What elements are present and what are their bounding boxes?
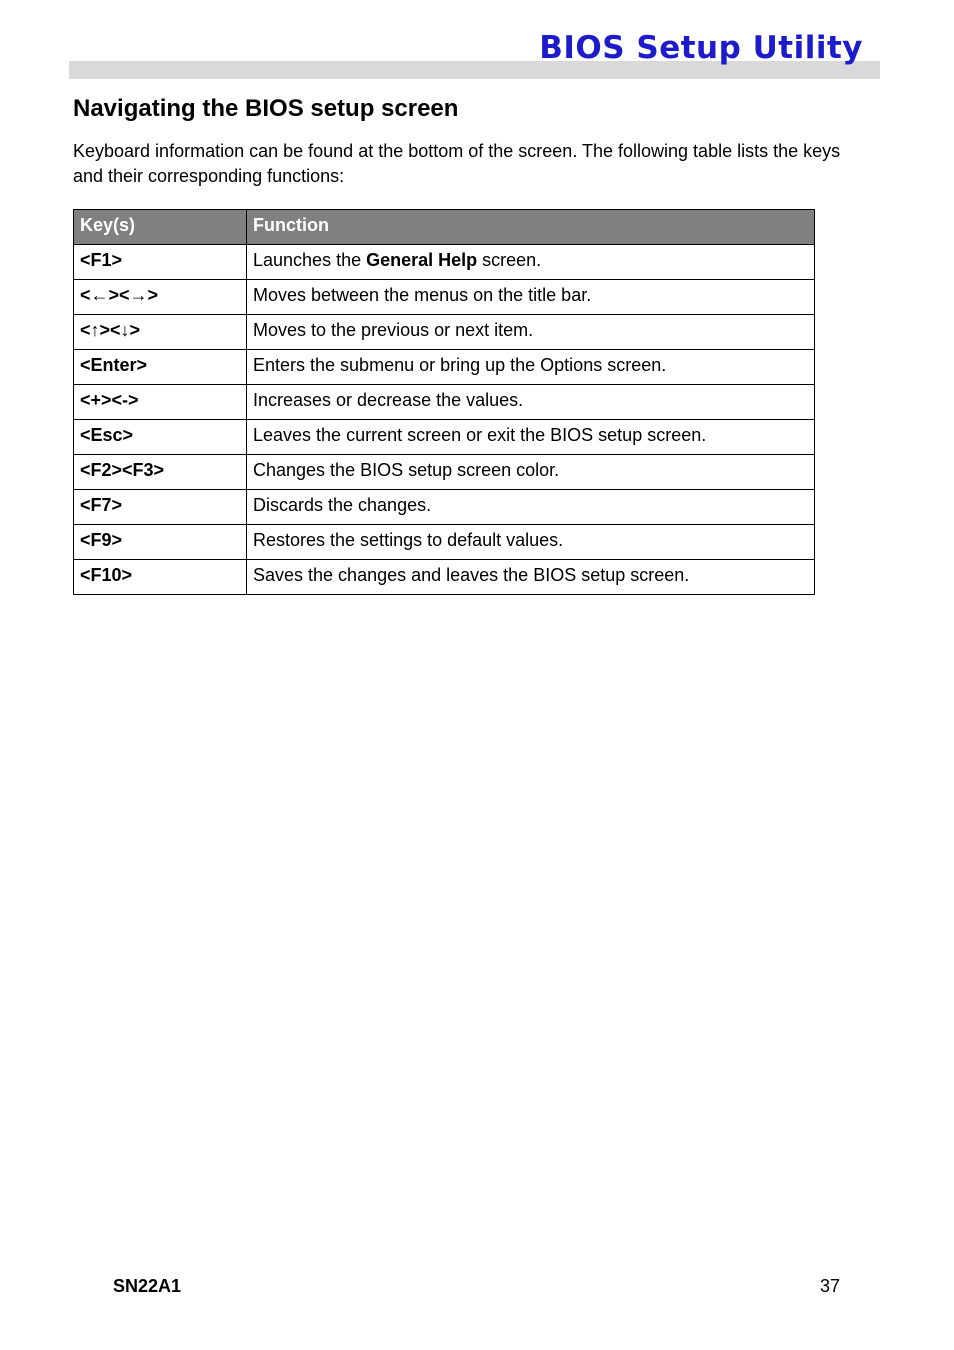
function-cell: Moves to the previous or next item. bbox=[247, 315, 815, 350]
function-cell: Discards the changes. bbox=[247, 490, 815, 525]
key-cell: <F9> bbox=[74, 525, 247, 560]
function-text: screen. bbox=[477, 250, 542, 270]
table-row bbox=[74, 315, 815, 350]
function-cell bbox=[247, 245, 815, 280]
function-cell: Moves between the menus on the title bar. bbox=[247, 280, 815, 315]
table-row bbox=[74, 420, 815, 455]
table-row bbox=[74, 385, 815, 420]
key-cell: <Esc> bbox=[74, 420, 247, 455]
function-cell: Changes the BIOS setup screen color. bbox=[247, 455, 815, 490]
footer-page-number: 37 bbox=[819, 1276, 840, 1296]
key-cell: <F10> bbox=[74, 560, 247, 595]
table-row bbox=[74, 525, 815, 560]
table-row bbox=[74, 350, 815, 385]
page-header-title: BIOS Setup Utility bbox=[539, 30, 863, 66]
key-cell: <F7> bbox=[74, 490, 247, 525]
column-header-function: Function bbox=[247, 210, 815, 245]
table-row bbox=[74, 280, 815, 315]
section-title: Navigating the BIOS setup screen bbox=[73, 95, 459, 122]
function-cell: Saves the changes and leaves the BIOS setup screen. bbox=[247, 560, 815, 595]
function-text: Launches the bbox=[253, 250, 367, 270]
function-cell: Leaves the current screen or exit the BIOS setup screen. bbox=[247, 420, 815, 455]
function-bold-text: General Help bbox=[366, 250, 478, 270]
table-header-row bbox=[74, 210, 815, 245]
key-cell: <Enter> bbox=[74, 350, 247, 385]
table-row bbox=[74, 455, 815, 490]
key-cell: <+><-> bbox=[74, 385, 247, 420]
key-cell: <F1> bbox=[74, 245, 247, 280]
function-cell: Enters the submenu or bring up the Options screen. bbox=[247, 350, 815, 385]
key-cell: <←><→> bbox=[74, 280, 247, 315]
keys-table bbox=[73, 209, 815, 595]
table-row bbox=[74, 490, 815, 525]
key-cell: <F2><F3> bbox=[74, 455, 247, 490]
function-cell: Restores the settings to default values. bbox=[247, 525, 815, 560]
column-header-keys: Key(s) bbox=[74, 210, 247, 245]
key-cell: <↑><↓> bbox=[74, 315, 247, 350]
table-row bbox=[74, 560, 815, 595]
intro-paragraph: Keyboard information can be found at the bottom of the screen. The following table lists the keys and their corresponding functions: bbox=[73, 141, 841, 186]
function-cell: Increases or decrease the values. bbox=[247, 385, 815, 420]
footer-model-number: SN22A1 bbox=[113, 1276, 182, 1296]
table-row bbox=[74, 245, 815, 280]
